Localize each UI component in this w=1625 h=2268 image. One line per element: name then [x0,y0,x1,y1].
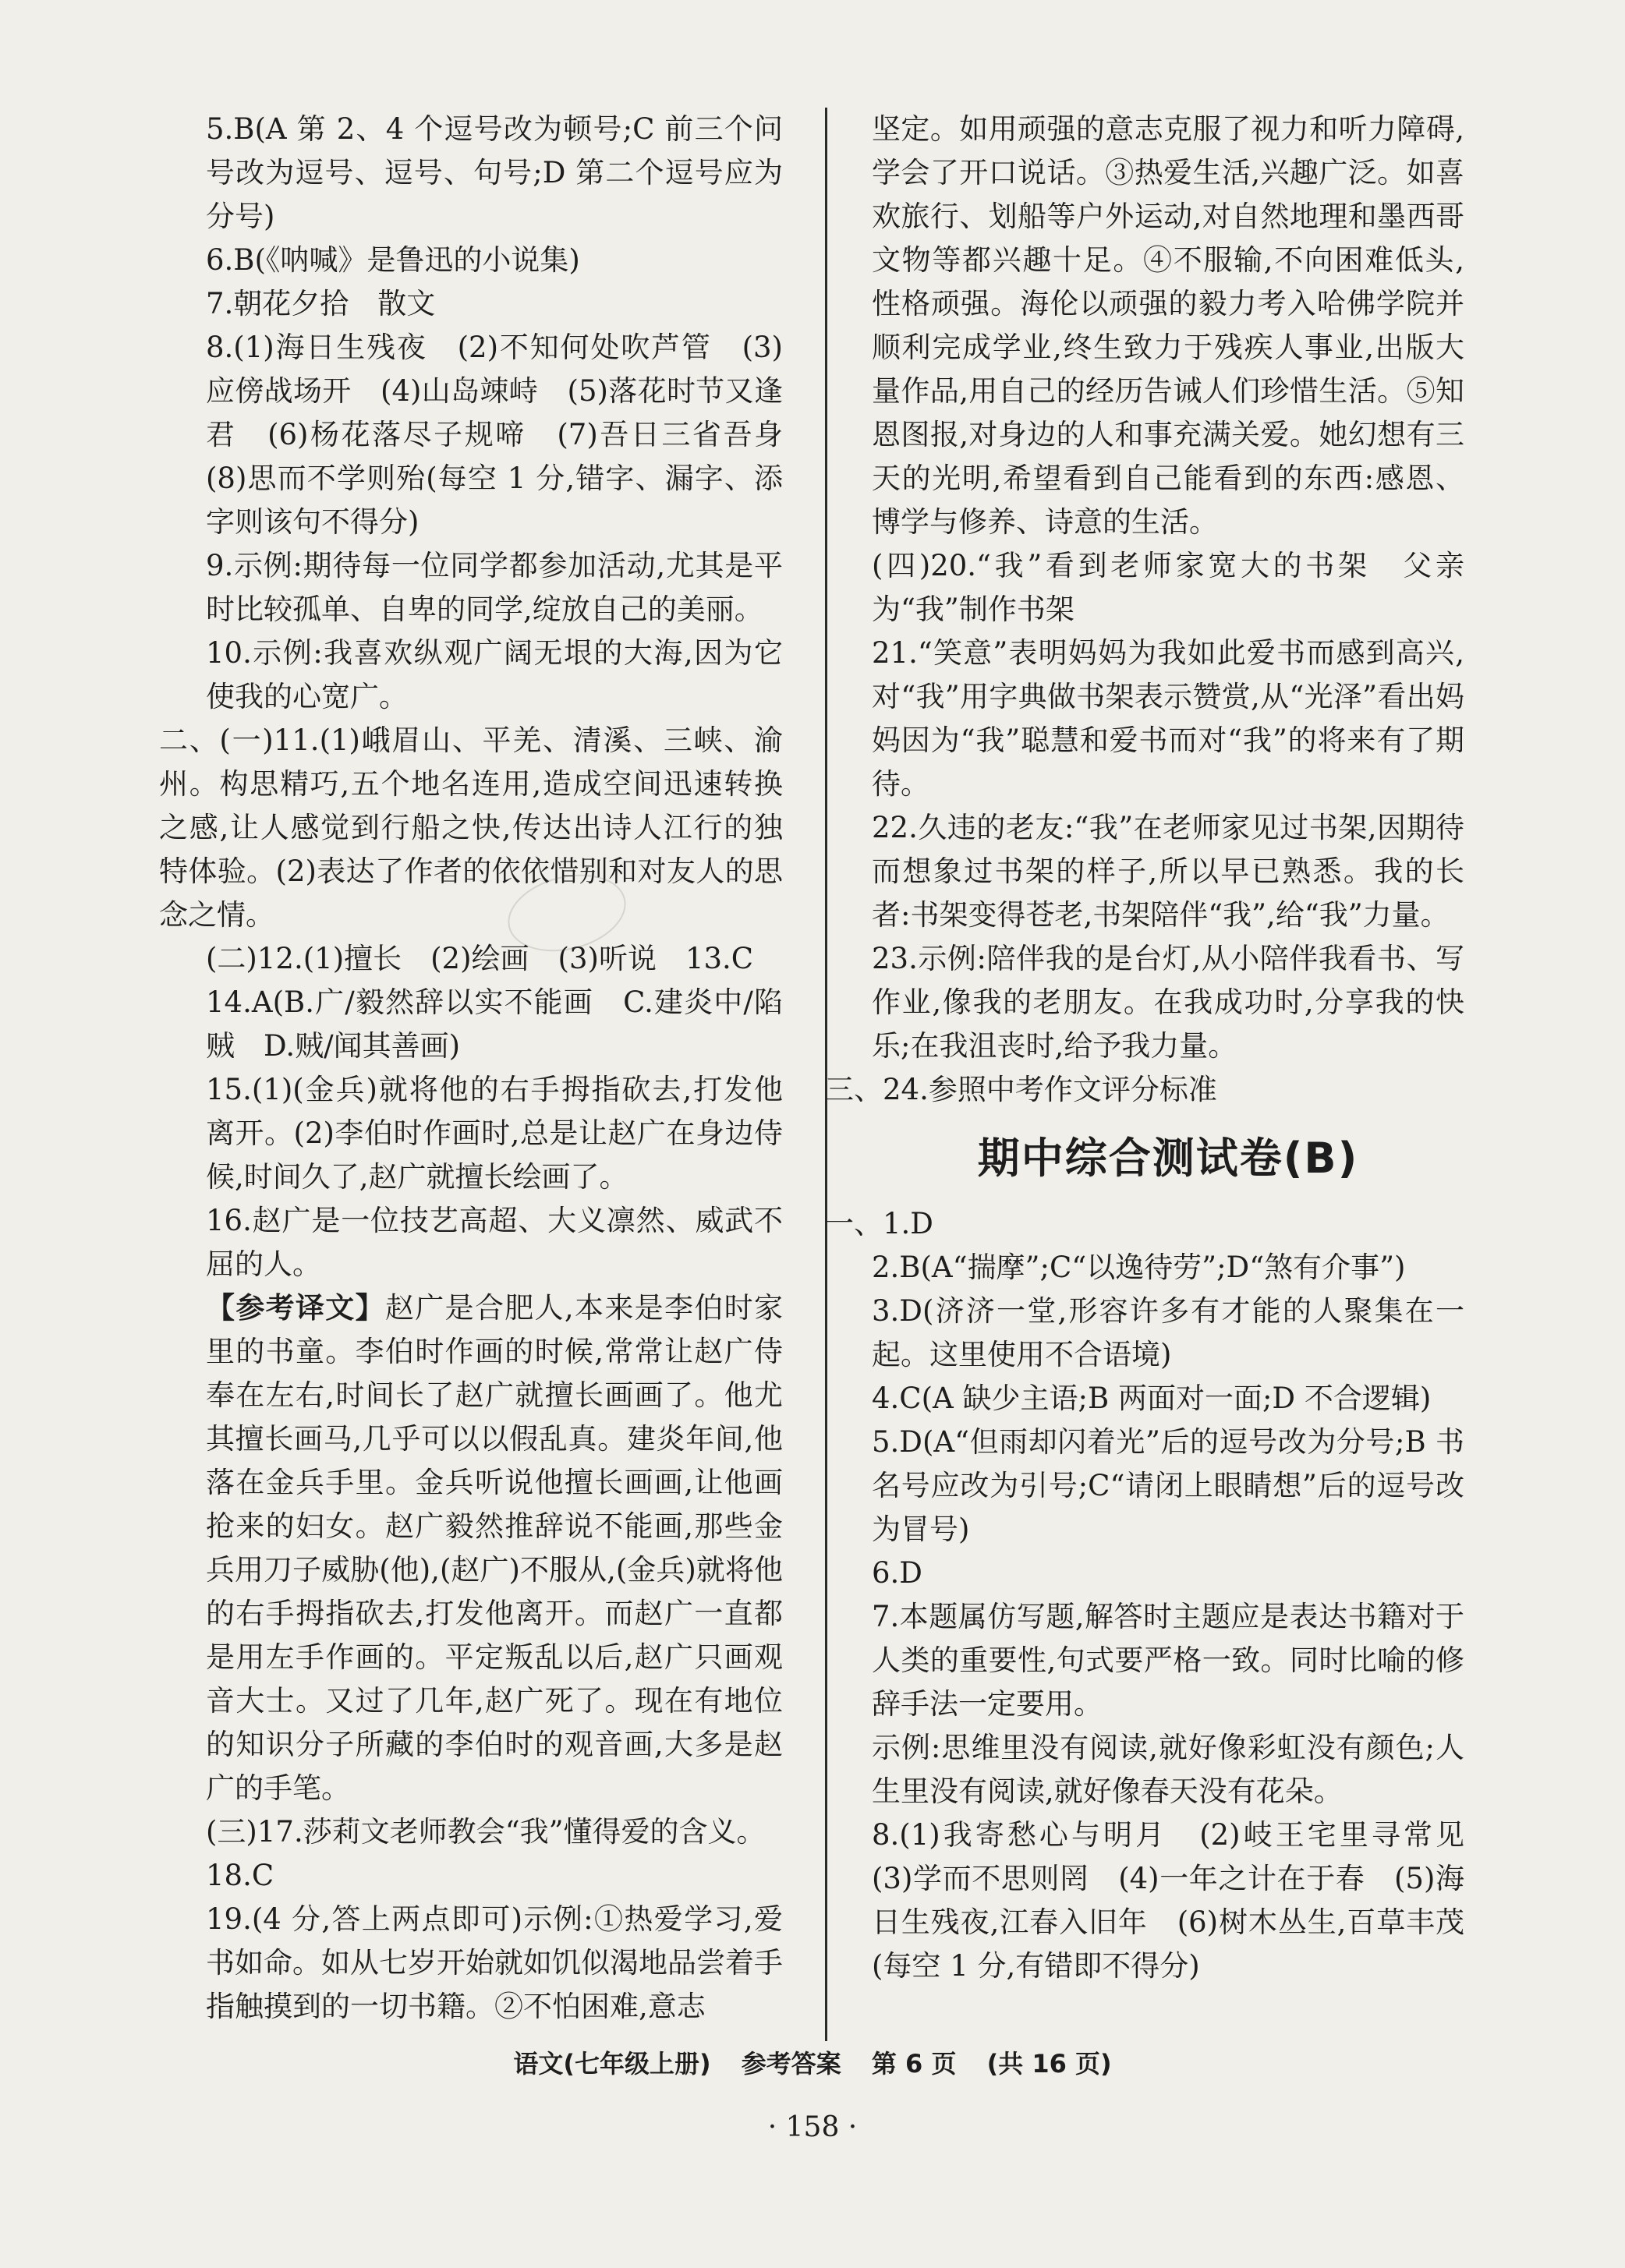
left-column [159,108,812,2029]
answer-21: 21.“笑意”表明妈妈为我如此爱书而感到高兴,对“我”用字典做书架表示赞赏,从“光泽”看出妈妈因为“我”聪慧和爱书而对“我”的将来有了期待。 [872,636,1464,801]
section-title: 期中综合测试卷(B) [977,1134,1359,1183]
answer-5: 5.B(A 第 2、4 个逗号改为顿号;C 前三个问号改为逗号、逗号、句号;D 第二个逗号应为分号) [206,112,783,233]
answer-10: 10.示例:我喜欢纵观广阔无垠的大海,因为它使我的心宽广。 [206,636,783,713]
answer-8: 8.(1)海日生残夜 (2)不知何处吹芦管 (3)应傍战场开 (4)山岛竦峙 (5)落花时节又逢君 (6)杨花落尽子规啼 (7)吾日三省吾身 (8)思而不学则殆(每空 1 分,错字、漏字、添字则该句不得分) [206,331,812,539]
answer-12-13: (二)12.(1)擅长 (2)绘画 (3)听说 13.C [206,942,754,975]
answer-6: 6.B(《呐喊》是鲁迅的小说集) [206,243,580,277]
answer-22: 22.久违的老友:“我”在老师家见过书架,因期待而想象过书架的样子,所以早已熟悉。我的长者:书架变得苍老,书架陪伴“我”,给“我”力量。 [872,811,1464,932]
page-footer [0,2044,1625,2083]
b-answer-7-example: 示例:思维里没有阅读,就好像彩虹没有颜色;人生里没有阅读,就好像春天没有花朵。 [872,1731,1464,1808]
answer-16: 16.赵广是一位技艺高超、大义凛然、威武不屈的人。 [206,1204,783,1281]
translation-text: 赵广是合肥人,本来是李伯时家里的书童。李伯时作画的时候,常常让赵广侍奉在左右,时间长了赵广就擅长画画了。他尤其擅长画马,几乎可以以假乱真。建炎年间,他落在金兵手里。金兵听说他擅长画画,让他画抢来的妇女。赵广毅然推辞说不能画,那些金兵用刀子威胁(他),(赵广)不服从,(金兵)就将他的右手拇指砍去,打发他离开。而赵广一直都是用左手作画的。平定叛乱以后,赵广只画观音大士。又过了几年,赵广死了。现在有地位的知识分子所藏的李伯时的观音画,大多是赵广的手笔。 [206,1291,783,1805]
translation-lead: 【参考译文】 [206,1291,385,1325]
answer-15: 15.(1)(金兵)就将他的右手拇指砍去,打发他离开。(2)李伯时作画时,总是让赵广在身边侍候,时间久了,赵广就擅长绘画了。 [206,1073,783,1194]
answer-23: 23.示例:陪伴我的是台灯,从小陪伴我看书、写作业,像我的老朋友。在我成功时,分享我的快乐;在我沮丧时,给予我力量。 [872,942,1464,1063]
answer-14: 14.A(B.广/毅然辞以实不能画 C.建炎中/陷贼 D.贼/闻其善画) [206,985,783,1063]
answer-7: 7.朝花夕拾 散文 [206,287,436,320]
b-answer-7: 7.本题属仿写题,解答时主题应是表达书籍对于人类的重要性,句式要严格一致。同时比喻的修辞手法一定要用。 [872,1600,1464,1721]
answer-18: 18.C [206,1859,274,1892]
b-answer-1: 一、1.D [825,1207,933,1240]
answer-24: 三、24.参照中考作文评分标准 [825,1073,1217,1106]
b-answer-5: 5.D(A“但雨却闪着光”后的逗号改为分号;B 书名号应改为引号;C“请闭上眼睛想”后的逗号改为冒号) [872,1425,1464,1546]
answer-11: 二、(一)11.(1)峨眉山、平羌、清溪、三峡、渝州。构思精巧,五个地名连用,造成空间迅速转换之感,让人感觉到行船之快,传达出诗人江行的独特体验。(2)表达了作者的依依惜别和对友人的思念之情。 [159,724,783,932]
footer-page: 第 6 页 [871,2049,957,2079]
b-answer-8: 8.(1)我寄愁心与明月 (2)岐王宅里寻常见 (3)学而不思则罔 (4)一年之计在于春 (5)海日生残夜,江春入旧年 (6)树木丛生,百草丰茂(每空 1 分,有错即不得分) [872,1818,1493,1983]
answer-19: 19.(4 分,答上两点即可)示例:①热爱学习,爱书如命。如从七岁开始就如饥似渴地品尝着手指触摸到的一切书籍。②不怕困难,意志 [206,1902,783,2023]
footer-subject: 语文(七年级上册) [513,2049,711,2079]
footer-total: (共 16 页) [986,2049,1112,2079]
footer-label: 参考答案 [741,2049,841,2079]
b-answer-6: 6.D [872,1556,922,1590]
page-number: · 158 · [767,2111,858,2143]
reference-translation [206,1286,783,1810]
b-answer-2: 2.B(A“揣摩”;C“以逸待劳”;D“煞有介事”) [872,1251,1406,1284]
answer-9: 9.示例:期待每一位同学都参加活动,尤其是平时比较孤单、自卑的同学,绽放自己的美丽。 [206,549,783,626]
b-answer-3: 3.D(济济一堂,形容许多有才能的人聚集在一起。这里使用不合语境) [872,1294,1464,1371]
b-answer-4: 4.C(A 缺少主语;B 两面对一面;D 不合逻辑) [872,1382,1432,1415]
right-column [825,108,1493,1988]
answer-17: (三)17.莎莉文老师教会“我”懂得爱的含义。 [206,1815,766,1849]
answer-19-continued: 坚定。如用顽强的意志克服了视力和听力障碍,学会了开口说话。③热爱生活,兴趣广泛。如喜欢旅行、划船等户外运动,对自然地理和墨西哥文物等都兴趣十足。④不服输,不向困难低头,性格顽强。海伦以顽强的毅力考入哈佛学院并顺利完成学业,终生致力于残疾人事业,出版大量作品,用自己的经历告诫人们珍惜生活。⑤知恩图报,对身边的人和事充满关爱。她幻想有三天的光明,希望看到自己能看到的东西:感恩、博学与修养、诗意的生活。 [872,112,1464,539]
answer-20: (四)20.“我”看到老师家宽大的书架 父亲为“我”制作书架 [872,549,1464,626]
